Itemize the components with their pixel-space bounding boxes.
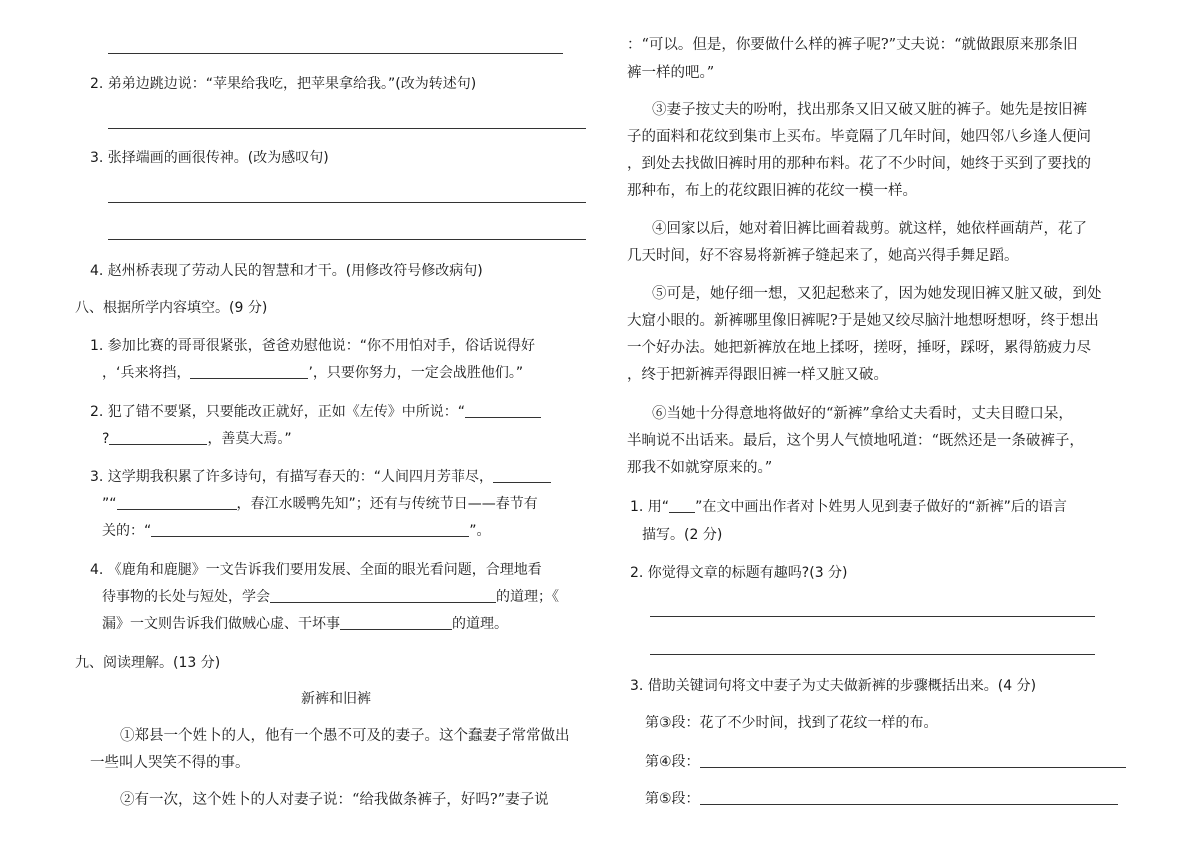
section-8-heading: 八、根据所学内容填空。(9 分) — [75, 300, 268, 316]
s8-question-2-line2: ? ，善莫大焉。” — [102, 431, 292, 447]
step-paragraph-5: 第⑤段： — [645, 790, 1118, 808]
answer-line[interactable] — [108, 53, 563, 54]
paragraph-3-line1: ③妻子按丈夫的吩咐，找出那条又旧又破又脏的裤子。她先是按旧裤 — [652, 102, 1087, 118]
step-paragraph-4: 第④段： — [645, 753, 1126, 771]
paragraph-1-line2: 一些叫人哭笑不得的事。 — [90, 755, 250, 771]
reading-question-2: 2. 你觉得文章的标题有趣吗?(3 分) — [630, 565, 848, 581]
section-9-heading: 九、阅读理解。(13 分) — [75, 655, 221, 671]
question-2: 2. 弟弟边跳边说：“苹果给我吃，把苹果拿给我。”(改为转述句) — [90, 76, 477, 92]
paragraph-3-line2: 子的面料和花纹到集市上买布。毕竟隔了几年时间，她四邻八乡逢人便问 — [627, 129, 1091, 145]
answer-line[interactable] — [108, 128, 586, 129]
s8-question-4-line1: 4. 《鹿角和鹿腿》一文告诉我们要用发展、全面的眼光看问题，合理地看 — [90, 562, 542, 578]
paragraph-5-line4: ，终于把新裤弄得跟旧裤一样又脏又破。 — [627, 367, 888, 383]
paragraph-5-line3: 一个好办法。她把新裤放在地上揉呀，搓呀，捶呀，踩呀，累得筋疲力尽 — [627, 340, 1091, 356]
s8-question-3-line1: 3. 这学期我积累了许多诗句，有描写春天的：“人间四月芳菲尽， — [90, 468, 551, 486]
s8-question-3-line2: ”“ ，春江水暖鸭先知”；还有与传统节日——春节有 — [102, 496, 538, 512]
paragraph-3-line4: 那种布，布上的花纹跟旧裤的花纹一模一样。 — [627, 183, 917, 199]
fill-blank[interactable] — [700, 790, 1118, 805]
paragraph-6-line3: 那我不如就穿原来的。” — [627, 460, 773, 476]
fill-blank[interactable] — [151, 522, 469, 537]
s8-question-2-line1: 2. 犯了错不要紧，只要能改正就好，正如《左传》中所说：“ — [90, 403, 541, 421]
fill-blank[interactable] — [117, 495, 237, 510]
paragraph-2-line1: ②有一次，这个姓卜的人对妻子说：“给我做条裤子，好吗?”妻子说 — [120, 792, 549, 808]
paragraph-4-line2: 几天时间，好不容易将新裤子缝起来了，她高兴得手舞足蹈。 — [627, 248, 1019, 264]
paragraph-5-line2: 大窟小眼的。新裤哪里像旧裤呢?于是她又绞尽脑汁地想呀想呀，终于想出 — [627, 313, 1099, 329]
fill-blank[interactable] — [109, 430, 207, 445]
answer-line[interactable] — [108, 239, 586, 240]
answer-line[interactable] — [650, 654, 1095, 655]
reading-question-1-line2: 描写。(2 分) — [642, 527, 723, 543]
fill-blank[interactable] — [190, 364, 308, 379]
s8-question-4-line2: 待事物的长处与短处，学会 的道理；《 — [102, 589, 559, 605]
question-4: 4. 赵州桥表现了劳动人民的智慧和才干。(用修改符号修改病句) — [90, 263, 483, 279]
fill-blank[interactable] — [493, 468, 551, 483]
reading-question-3: 3. 借助关键词句将文中妻子为丈夫做新裤的步骤概括出来。(4 分) — [630, 678, 1037, 694]
paragraph-2-line3: 裤一样的吧。” — [627, 65, 715, 81]
paragraph-5-line1: ⑤可是，她仔细一想，又犯起愁来了，因为她发现旧裤又脏又破，到处 — [652, 286, 1102, 302]
paragraph-2-line2: ：“可以。但是，你要做什么样的裤子呢?”丈夫说：“就做跟原来那条旧 — [627, 37, 1078, 53]
fill-blank[interactable] — [700, 753, 1126, 768]
fill-blank[interactable] — [465, 403, 541, 418]
paragraph-6-line1: ⑥当她十分得意地将做好的“新裤”拿给丈夫看时，丈夫目瞪口呆， — [652, 406, 1073, 422]
s8-question-1-line2: ，‘兵来将挡， ’，只要你努力，一定会战胜他们。” — [102, 365, 524, 381]
answer-line[interactable] — [108, 202, 586, 203]
fill-blank[interactable] — [340, 615, 452, 630]
story-title: 新裤和旧裤 — [301, 691, 371, 707]
s8-question-3-line3: 关的：“ ”。 — [102, 523, 491, 539]
reading-question-1-line1: 1. 用“ ”在文中画出作者对卜姓男人见到妻子做好的“新裤”后的语言 — [630, 499, 1067, 515]
s8-question-4-line3: 漏》一文则告诉我们做贼心虚、干坏事 的道理。 — [102, 616, 508, 632]
question-3: 3. 张择端画的画很传神。(改为感叹句) — [90, 150, 329, 166]
s8-question-1-line1: 1. 参加比赛的哥哥很紧张，爸爸劝慰他说：“你不用怕对手，俗话说得好 — [90, 338, 536, 354]
paragraph-6-line2: 半晌说不出话来。最后，这个男人气愤地吼道：“既然还是一条破裤子， — [627, 433, 1084, 449]
fill-blank[interactable] — [669, 498, 695, 513]
answer-line[interactable] — [650, 616, 1095, 617]
paragraph-1-line1: ①郑县一个姓卜的人，他有一个愚不可及的妻子。这个蠢妻子常常做出 — [120, 728, 570, 744]
paragraph-3-line3: ，到处去找做旧裤时用的那种布料。花了不少时间，她终于买到了要找的 — [627, 156, 1091, 172]
step-paragraph-3: 第③段：花了不少时间，找到了花纹一样的布。 — [645, 715, 938, 731]
paragraph-4-line1: ④回家以后，她对着旧裤比画着裁剪。就这样，她依样画葫芦，花了 — [652, 221, 1087, 237]
right-column — [600, 0, 1200, 848]
fill-blank[interactable] — [270, 588, 496, 603]
